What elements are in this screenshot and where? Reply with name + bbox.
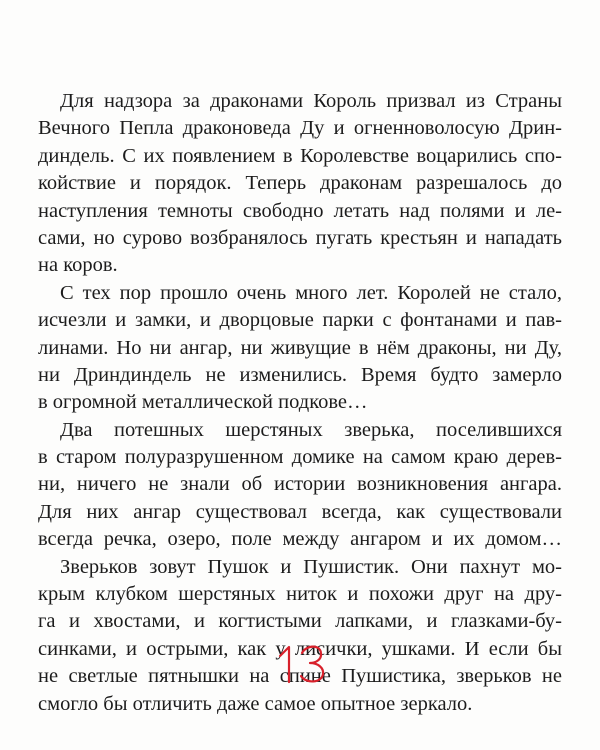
text-line: Вечного Пепла драконоведа Ду и огненноволосую Дрин- <box>38 117 562 140</box>
paragraph-2 <box>38 280 562 417</box>
text-line: Для надзора за драконами Король призвал из Страны <box>60 90 562 112</box>
text-line: Для них ангар существовал всегда, как существовали <box>38 500 562 523</box>
paragraph-1 <box>38 88 562 280</box>
text-line: Зверьков зовут Пушок и Пушистик. Они пахнут мо- <box>60 555 562 578</box>
text-line: не светлые пятнышки на спине Пушистика, зверьков не <box>38 665 562 688</box>
text-line: в старом полуразрушенном домике на самом краю дерев- <box>38 446 562 469</box>
text-line: С тех пор прошло очень много лет. Королей не стало, <box>60 281 562 304</box>
text-line: исчезли и замки, и дворцовые парки с фонтанами и пав- <box>38 309 562 332</box>
page-number-glyph <box>268 642 332 686</box>
text-line: синками, и острыми, как у лисички, ушками. И если бы <box>38 637 562 660</box>
text-line: всегда речка, озеро, поле между ангаром и их домом… <box>38 528 562 551</box>
paragraph-3 <box>38 417 562 554</box>
text-line: ни Дриндиндель не изменились. Время будто замерло <box>38 363 562 386</box>
page-number <box>0 642 600 691</box>
text-line: диндель. С их появлением в Королевстве воцарились спо- <box>38 144 562 167</box>
text-line: смогло бы отличить даже самое опытное зеркало. <box>38 692 473 715</box>
text-line: крым клубком шерстяных ниток и похожи друг на дру- <box>38 583 562 606</box>
text-line: койствие и порядок. Теперь драконам разрешалось до <box>38 172 562 195</box>
text-line: в огромной металлической подкове… <box>38 391 368 414</box>
text-line: на коров. <box>38 254 118 277</box>
paragraph-4 <box>38 554 562 718</box>
page-text <box>38 88 562 718</box>
text-line: Два потешных шерстяных зверька, поселившихся <box>60 418 562 441</box>
text-line: наступления темноты свободно летать над полями и ле- <box>38 199 562 222</box>
text-line: сами, но сурово возбранялось пугать крестьян и нападать <box>38 226 562 249</box>
text-line: линами. Но ни ангар, ни живущие в нём драконы, ни Ду, <box>38 336 562 359</box>
text-line: ни, ничего не знали об истории возникновения ангара. <box>38 473 562 496</box>
text-line: га и хвостами, и когтистыми лапками, и глазками-бу- <box>38 610 562 633</box>
